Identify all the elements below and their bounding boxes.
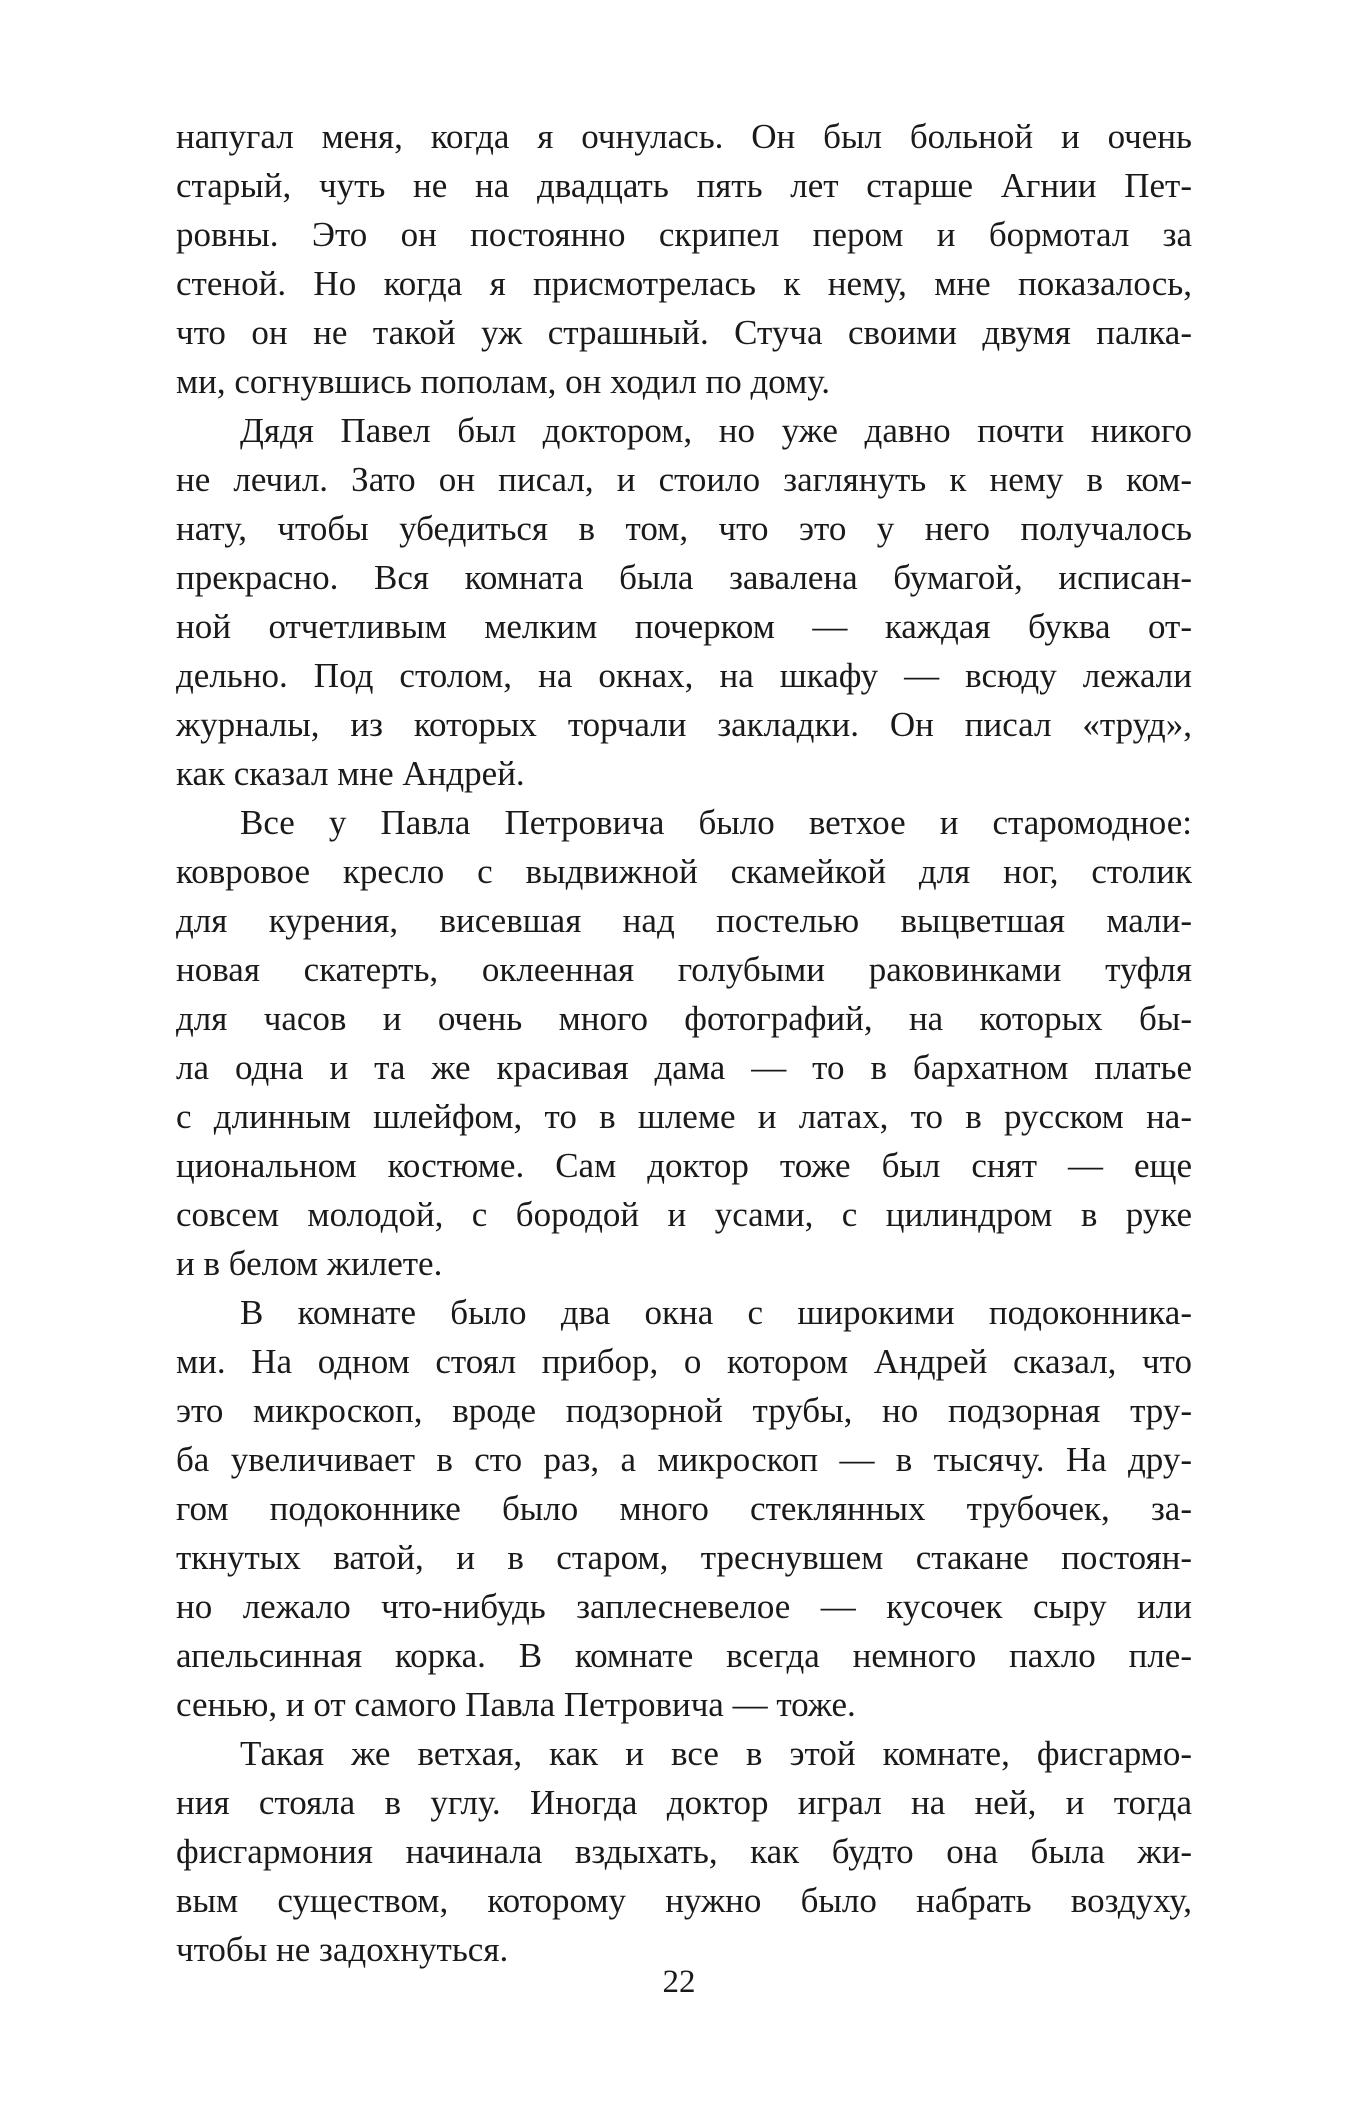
text-line: не лечил. Зато он писал, и стоило заглянуть к нему в ком-	[176, 460, 1192, 499]
text-line: Дядя Павел был доктором, но уже давно почти никого	[240, 411, 1192, 450]
text-line: ной отчетливым мелким почерком — каждая буква от-	[176, 607, 1192, 646]
text-line: ми. На одном стоял прибор, о котором Андрей сказал, что	[176, 1342, 1192, 1381]
body-text	[176, 112, 1192, 1974]
text-line: Все у Павла Петровича было ветхое и старомодное:	[240, 803, 1192, 842]
text-line: ба увеличивает в сто раз, а микроскоп — в тысячу. На дру-	[176, 1440, 1192, 1479]
text-line: и в белом жилете.	[176, 1244, 443, 1283]
text-line: ла одна и та же красивая дама — то в бархатном платье	[176, 1048, 1192, 1087]
text-line: но лежало что-нибудь заплесневелое — кусочек сыру или	[176, 1587, 1192, 1626]
text-line: В комнате было два окна с широкими подоконника-	[240, 1293, 1192, 1332]
text-line: напугал меня, когда я очнулась. Он был больной и очень	[176, 117, 1192, 156]
text-line: новая скатерть, оклеенная голубыми раковинками туфля	[176, 950, 1192, 989]
text-line: фисгармония начинала вздыхать, как будто она была жи-	[176, 1832, 1192, 1871]
text-line: для часов и очень много фотографий, на которых бы-	[176, 999, 1192, 1038]
text-line: чтобы не задохнуться.	[176, 1930, 509, 1969]
text-line: старый, чуть не на двадцать пять лет старше Агнии Пет-	[176, 166, 1192, 205]
text-line: прекрасно. Вся комната была завалена бумагой, исписан-	[176, 558, 1192, 597]
text-line: ми, согнувшись пополам, он ходил по дому.	[176, 362, 831, 401]
text-line: циональном костюме. Сам доктор тоже был снят — еще	[176, 1146, 1192, 1185]
text-line: с длинным шлейфом, то в шлеме и латах, то в русском на-	[176, 1097, 1192, 1136]
text-line: ковровое кресло с выдвижной скамейкой для ног, столик	[176, 852, 1192, 891]
text-line: это микроскоп, вроде подзорной трубы, но подзорная тру-	[176, 1391, 1192, 1430]
text-line: для курения, висевшая над постелью выцветшая мали-	[176, 901, 1192, 940]
text-line: совсем молодой, с бородой и усами, с цилиндром в руке	[176, 1195, 1192, 1234]
text-line: стеной. Но когда я присмотрелась к нему, мне показалось,	[176, 264, 1192, 303]
text-line: ровны. Это он постоянно скрипел пером и бормотал за	[176, 215, 1192, 254]
text-line: как сказал мне Андрей.	[176, 754, 525, 793]
text-line: сенью, и от самого Павла Петровича — тоже.	[176, 1685, 856, 1724]
text-line: ния стояла в углу. Иногда доктор играл на ней, и тогда	[176, 1783, 1192, 1822]
page-number: 22	[662, 1964, 696, 2000]
text-line: журналы, из которых торчали закладки. Он писал «труд»,	[176, 705, 1192, 744]
text-line: что он не такой уж страшный. Стуча своими двумя палка-	[176, 313, 1192, 352]
text-line: гом подоконнике было много стеклянных трубочек, за-	[176, 1489, 1192, 1528]
text-line: вым существом, которому нужно было набрать воздуху,	[176, 1881, 1192, 1920]
text-line: ткнутых ватой, и в старом, треснувшем стакане постоян-	[176, 1538, 1192, 1577]
text-line: Такая же ветхая, как и все в этой комнате, фисгармо-	[240, 1734, 1192, 1773]
text-line: апельсинная корка. В комнате всегда немного пахло пле-	[176, 1636, 1192, 1675]
text-line: нату, чтобы убедиться в том, что это у него получалось	[176, 509, 1192, 548]
text-line: дельно. Под столом, на окнах, на шкафу — всюду лежали	[176, 656, 1192, 695]
